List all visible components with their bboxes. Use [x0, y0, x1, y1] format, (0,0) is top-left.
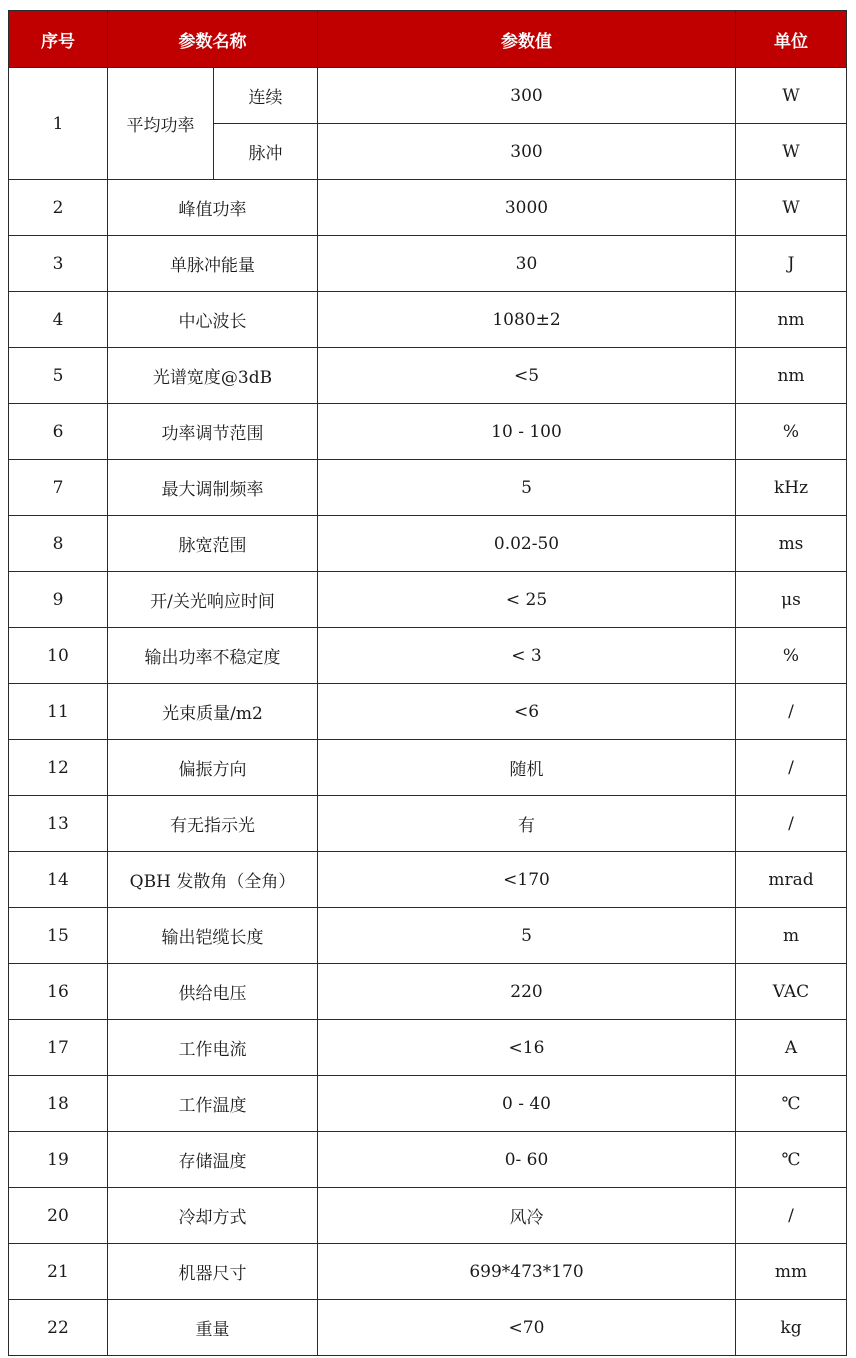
row-param-value: <5 — [318, 348, 736, 404]
row-unit: % — [736, 404, 847, 460]
table-row — [9, 572, 847, 628]
table-row — [9, 236, 847, 292]
row-unit: ℃ — [736, 1076, 847, 1132]
row-unit: μs — [736, 572, 847, 628]
row-index: 15 — [9, 908, 108, 964]
row-param-name: 存储温度 — [108, 1132, 318, 1188]
row-index: 16 — [9, 964, 108, 1020]
row-sub-param-name: 连续 — [214, 68, 318, 124]
header-unit: 单位 — [736, 11, 847, 68]
row-unit: / — [736, 796, 847, 852]
row-unit: ms — [736, 516, 847, 572]
row-unit: / — [736, 684, 847, 740]
row-index: 17 — [9, 1020, 108, 1076]
row-index: 1 — [9, 68, 108, 180]
row-param-value: 随机 — [318, 740, 736, 796]
row-param-name: 供给电压 — [108, 964, 318, 1020]
row-param-value: <16 — [318, 1020, 736, 1076]
spec-table — [8, 10, 847, 1356]
row-index: 6 — [9, 404, 108, 460]
row-param-name: 中心波长 — [108, 292, 318, 348]
row-unit: W — [736, 180, 847, 236]
row-unit: / — [736, 740, 847, 796]
row-unit: mm — [736, 1244, 847, 1300]
table-row — [9, 516, 847, 572]
row-param-name: 脉宽范围 — [108, 516, 318, 572]
row-param-name: 光谱宽度@3dB — [108, 348, 318, 404]
header-index: 序号 — [9, 11, 108, 68]
row-unit: nm — [736, 348, 847, 404]
row-param-value: 10 - 100 — [318, 404, 736, 460]
row-param-name: 机器尺寸 — [108, 1244, 318, 1300]
row-param-value: 0.02-50 — [318, 516, 736, 572]
table-row — [9, 684, 847, 740]
row-param-value: 1080±2 — [318, 292, 736, 348]
row-param-value: <6 — [318, 684, 736, 740]
row-unit: ℃ — [736, 1132, 847, 1188]
row-index: 8 — [9, 516, 108, 572]
row-param-value: <170 — [318, 852, 736, 908]
row-unit: A — [736, 1020, 847, 1076]
table-row — [9, 1188, 847, 1244]
row-index: 13 — [9, 796, 108, 852]
table-row — [9, 292, 847, 348]
table-row — [9, 964, 847, 1020]
row-unit: VAC — [736, 964, 847, 1020]
row-unit: J — [736, 236, 847, 292]
table-row — [9, 180, 847, 236]
table-row — [9, 460, 847, 516]
header-param-value: 参数值 — [318, 11, 736, 68]
row-index: 9 — [9, 572, 108, 628]
row-param-name: 光束质量/m2 — [108, 684, 318, 740]
row-index: 19 — [9, 1132, 108, 1188]
row-param-value: 0 - 40 — [318, 1076, 736, 1132]
row-param-name: 工作温度 — [108, 1076, 318, 1132]
row-param-name: 输出功率不稳定度 — [108, 628, 318, 684]
row-sub-param-name: 脉冲 — [214, 124, 318, 180]
row-param-name: 冷却方式 — [108, 1188, 318, 1244]
table-row — [9, 404, 847, 460]
row-param-name: 偏振方向 — [108, 740, 318, 796]
row-param-value: <70 — [318, 1300, 736, 1356]
row-param-name: 重量 — [108, 1300, 318, 1356]
row-param-name: 最大调制频率 — [108, 460, 318, 516]
table-header-row — [9, 11, 847, 68]
row-unit: / — [736, 1188, 847, 1244]
row-param-name: 单脉冲能量 — [108, 236, 318, 292]
row-param-value: 0- 60 — [318, 1132, 736, 1188]
header-param-name: 参数名称 — [108, 11, 318, 68]
table-row — [9, 1076, 847, 1132]
table-row — [9, 908, 847, 964]
row-param-value: 220 — [318, 964, 736, 1020]
row-param-value: < 3 — [318, 628, 736, 684]
table-row — [9, 628, 847, 684]
row-param-name: 功率调节范围 — [108, 404, 318, 460]
table-row — [9, 1132, 847, 1188]
row-param-value: 5 — [318, 908, 736, 964]
row-param-name: 有无指示光 — [108, 796, 318, 852]
row-index: 12 — [9, 740, 108, 796]
row-index: 10 — [9, 628, 108, 684]
row-index: 22 — [9, 1300, 108, 1356]
row-index: 18 — [9, 1076, 108, 1132]
row-unit: kg — [736, 1300, 847, 1356]
row-param-name: QBH 发散角（全角） — [108, 852, 318, 908]
row-param-value: 30 — [318, 236, 736, 292]
row-unit: kHz — [736, 460, 847, 516]
table-row — [9, 1244, 847, 1300]
row-unit: m — [736, 908, 847, 964]
row-param-value: 300 — [318, 124, 736, 180]
row-param-value: 有 — [318, 796, 736, 852]
row-index: 2 — [9, 180, 108, 236]
row-unit: W — [736, 68, 847, 124]
row-index: 20 — [9, 1188, 108, 1244]
row-param-value: 5 — [318, 460, 736, 516]
row-unit: W — [736, 124, 847, 180]
row-index: 21 — [9, 1244, 108, 1300]
table-row — [9, 68, 847, 124]
row-index: 7 — [9, 460, 108, 516]
row-param-name: 平均功率 — [108, 68, 214, 180]
table-row — [9, 740, 847, 796]
row-param-name: 输出铠缆长度 — [108, 908, 318, 964]
row-unit: mrad — [736, 852, 847, 908]
row-param-value: 3000 — [318, 180, 736, 236]
table-row — [9, 348, 847, 404]
row-param-name: 工作电流 — [108, 1020, 318, 1076]
row-index: 5 — [9, 348, 108, 404]
table-row — [9, 852, 847, 908]
row-index: 4 — [9, 292, 108, 348]
row-index: 11 — [9, 684, 108, 740]
row-param-value: 风冷 — [318, 1188, 736, 1244]
table-row — [9, 796, 847, 852]
row-unit: nm — [736, 292, 847, 348]
row-param-value: 300 — [318, 68, 736, 124]
table-row — [9, 1020, 847, 1076]
table-row — [9, 1300, 847, 1356]
row-param-name: 开/关光响应时间 — [108, 572, 318, 628]
row-unit: % — [736, 628, 847, 684]
row-param-value: < 25 — [318, 572, 736, 628]
row-index: 14 — [9, 852, 108, 908]
row-param-name: 峰值功率 — [108, 180, 318, 236]
row-index: 3 — [9, 236, 108, 292]
row-param-value: 699*473*170 — [318, 1244, 736, 1300]
